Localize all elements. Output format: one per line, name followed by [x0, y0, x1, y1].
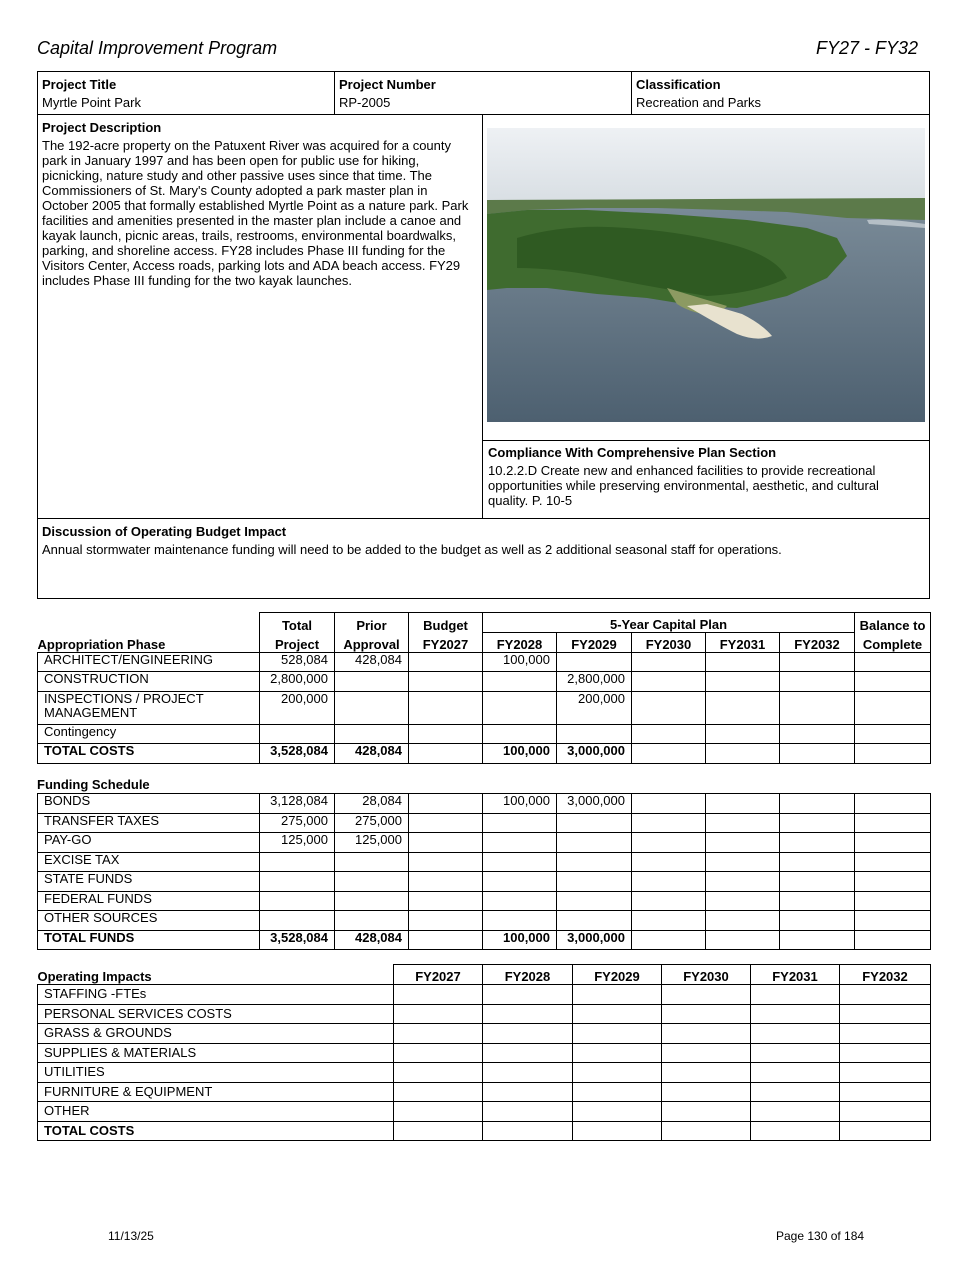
table-row [38, 691, 931, 724]
cell-fy31 [706, 744, 780, 764]
cell-fy30 [632, 930, 706, 950]
cell-fy32 [780, 930, 855, 950]
cell-prior: 28,084 [335, 794, 409, 814]
row-label [38, 911, 260, 931]
row-label [38, 794, 260, 814]
cell-bal [855, 744, 931, 764]
cell-fy27 [409, 930, 483, 950]
cell-total: 3,128,084 [260, 794, 335, 814]
cell-prior [335, 852, 409, 872]
cell-fy2032 [840, 1102, 931, 1122]
cell-fy27 [409, 833, 483, 853]
description-line: October 2005 that formally established Myrtle Point as a nature park. Park [42, 198, 469, 213]
cell-prior [335, 724, 409, 744]
cell-fy2030 [662, 1024, 751, 1044]
cell-fy2030 [662, 1082, 751, 1102]
cell-fy27 [409, 724, 483, 744]
cell-fy2028 [483, 985, 573, 1005]
cell-fy32 [780, 652, 855, 672]
cell-prior: 125,000 [335, 833, 409, 853]
row-label [38, 930, 260, 950]
table-row [38, 911, 931, 931]
row-label [38, 652, 260, 672]
cell-fy2030 [662, 1063, 751, 1083]
table-row [38, 930, 931, 950]
program-title: Capital Improvement Program [37, 38, 278, 58]
classification-label: Classification [636, 77, 721, 92]
row-label [38, 872, 260, 892]
row-label-text: TOTAL COSTS [44, 743, 135, 758]
row-label [38, 813, 260, 833]
cell-fy31 [706, 652, 780, 672]
row-label [38, 672, 260, 692]
cell-fy2032 [840, 1024, 931, 1044]
cell-prior [335, 691, 409, 724]
cell-prior [335, 672, 409, 692]
cell-fy29 [557, 911, 632, 931]
cell-prior: 275,000 [335, 813, 409, 833]
cell-fy2031 [751, 1082, 840, 1102]
row-label [38, 691, 260, 724]
cell-fy2031 [751, 1043, 840, 1063]
balance-header-top: Balance to [855, 613, 931, 633]
row-label-text: FEDERAL FUNDS [44, 891, 152, 906]
oi-fy2030-header: FY2030 [662, 965, 751, 985]
cell-fy30 [632, 691, 706, 724]
oi-fy2032-header: FY2032 [840, 965, 931, 985]
cell-fy2027 [394, 1082, 483, 1102]
cell-fy2032 [840, 1063, 931, 1083]
row-label [38, 852, 260, 872]
description-line: park in January 1997 and has been open for public use for hiking, [42, 153, 420, 168]
description-line: parking, and shoreline access. FY28 includes Phase III funding for the [42, 243, 446, 258]
cell-fy2032 [840, 1082, 931, 1102]
project-title-cell [42, 77, 141, 110]
compliance-line: opportunities while preserving environmental, aesthetic, and cultural [488, 478, 879, 493]
cell-total: 528,084 [260, 652, 335, 672]
classification-value: Recreation and Parks [636, 95, 762, 110]
row-label: GRASS & GROUNDS [38, 1024, 394, 1044]
cell-fy2028 [483, 1082, 573, 1102]
cell-fy2028 [483, 1102, 573, 1122]
table-row [38, 872, 931, 892]
table-row [38, 1121, 931, 1141]
cell-prior: 428,084 [335, 652, 409, 672]
row-label-text: TRANSFER TAXES [44, 813, 160, 828]
cell-total [260, 911, 335, 931]
cell-fy2031 [751, 1004, 840, 1024]
row-label: OTHER [38, 1102, 394, 1122]
fy2031-header: FY2031 [706, 633, 780, 653]
table-row [38, 672, 931, 692]
cell-fy2028 [483, 1121, 573, 1141]
cell-bal [855, 833, 931, 853]
table-row [38, 891, 931, 911]
cell-bal [855, 724, 931, 744]
project-title-value: Myrtle Point Park [42, 95, 141, 110]
table-row [38, 1082, 931, 1102]
cell-fy28 [483, 813, 557, 833]
table-row [38, 852, 931, 872]
prior-approval-header: Approval [335, 633, 409, 653]
row-label [38, 744, 260, 764]
budget-fy2027-header: FY2027 [409, 633, 483, 653]
row-label-text: Contingency [44, 724, 117, 739]
table-row [38, 985, 931, 1005]
cell-fy30 [632, 813, 706, 833]
cell-fy2029 [573, 1043, 662, 1063]
cell-fy32 [780, 911, 855, 931]
cell-fy2030 [662, 1043, 751, 1063]
appropriation-phase-header: Appropriation Phase [37, 636, 166, 652]
description-line: facilities and amenities presented in the master plan include a canoe and [42, 213, 462, 228]
row-label-text: CONSTRUCTION [44, 671, 149, 686]
cell-fy29: 2,800,000 [557, 672, 632, 692]
cell-fy2029 [573, 985, 662, 1005]
cell-fy31 [706, 911, 780, 931]
cell-fy30 [632, 724, 706, 744]
row-label [38, 833, 260, 853]
cell-fy2027 [394, 1102, 483, 1122]
row-label [38, 891, 260, 911]
row-label: TOTAL COSTS [38, 1121, 394, 1141]
cell-fy2029 [573, 1004, 662, 1024]
description-line: Visitors Center, Access roads, parking lots and ADA beach access. FY29 [42, 258, 461, 273]
five-year-plan-header: 5-Year Capital Plan [483, 613, 855, 633]
oi-fy2028-header: FY2028 [483, 965, 573, 985]
fy2030-header: FY2030 [632, 633, 706, 653]
cell-total: 2,800,000 [260, 672, 335, 692]
cell-fy28 [483, 852, 557, 872]
cell-total: 200,000 [260, 691, 335, 724]
cell-fy2030 [662, 1121, 751, 1141]
cell-fy27 [409, 794, 483, 814]
cell-total: 125,000 [260, 833, 335, 853]
cell-fy29 [557, 652, 632, 672]
cell-fy2031 [751, 1121, 840, 1141]
cell-fy29 [557, 833, 632, 853]
cell-fy29 [557, 891, 632, 911]
cell-fy29: 200,000 [557, 691, 632, 724]
cell-fy2027 [394, 1024, 483, 1044]
cell-fy28: 100,000 [483, 930, 557, 950]
cell-fy27 [409, 672, 483, 692]
cell-fy2029 [573, 1082, 662, 1102]
cell-fy32 [780, 891, 855, 911]
cell-total [260, 852, 335, 872]
cell-total: 3,528,084 [260, 744, 335, 764]
cell-fy2029 [573, 1063, 662, 1083]
cell-fy27 [409, 691, 483, 724]
cell-fy2030 [662, 1004, 751, 1024]
cell-fy28 [483, 691, 557, 724]
cell-bal [855, 672, 931, 692]
cell-fy28 [483, 672, 557, 692]
cell-prior: 428,084 [335, 744, 409, 764]
cell-fy28 [483, 872, 557, 892]
table-row [38, 1004, 931, 1024]
cell-fy29 [557, 872, 632, 892]
row-label-text: OTHER SOURCES [44, 910, 158, 925]
operating-budget-label: Discussion of Operating Budget Impact [42, 524, 287, 539]
row-label-text: EXCISE TAX [44, 852, 120, 867]
table-row [38, 813, 931, 833]
cell-fy2030 [662, 1102, 751, 1122]
cell-fy31 [706, 872, 780, 892]
total-project-header: Project [260, 633, 335, 653]
cell-fy29: 3,000,000 [557, 794, 632, 814]
row-label-text: TOTAL FUNDS [44, 930, 135, 945]
cell-fy2032 [840, 1004, 931, 1024]
row-label-text: STATE FUNDS [44, 871, 133, 886]
oi-fy2031-header: FY2031 [751, 965, 840, 985]
table-row [38, 833, 931, 853]
operating-impacts-label: Operating Impacts [38, 965, 394, 985]
cell-fy28 [483, 911, 557, 931]
table-row [38, 1102, 931, 1122]
fy2028-header: FY2028 [483, 633, 557, 653]
cell-bal [855, 691, 931, 724]
prior-approval-header-top: Prior [335, 613, 409, 633]
footer-page-number: Page 130 of 184 [776, 1229, 865, 1243]
cell-fy2028 [483, 1063, 573, 1083]
compliance-label: Compliance With Comprehensive Plan Section [488, 445, 777, 460]
description-line: Commissioners of St. Mary's County adopted a park master plan in [42, 183, 428, 198]
operating-budget-text: Annual stormwater maintenance funding will need to be added to the budget as well as 2 additional seasonal staff for operations. [42, 542, 782, 557]
cell-fy28: 100,000 [483, 652, 557, 672]
description-line: kayak launch, picnic areas, trails, restrooms, environmental boardwalks, [42, 228, 457, 243]
cell-fy30 [632, 911, 706, 931]
cell-fy2031 [751, 1063, 840, 1083]
balance-header: Complete [855, 633, 931, 653]
cell-prior: 428,084 [335, 930, 409, 950]
cell-fy27 [409, 911, 483, 931]
cell-fy29: 3,000,000 [557, 744, 632, 764]
table-row [38, 1024, 931, 1044]
cell-fy2031 [751, 985, 840, 1005]
cell-fy2027 [394, 1043, 483, 1063]
cell-total [260, 872, 335, 892]
cell-fy32 [780, 813, 855, 833]
cell-bal [855, 652, 931, 672]
cell-bal [855, 911, 931, 931]
cell-prior [335, 891, 409, 911]
cell-fy2027 [394, 985, 483, 1005]
cell-fy31 [706, 724, 780, 744]
operating-impacts-table [37, 964, 931, 1141]
cell-fy29: 3,000,000 [557, 930, 632, 950]
cell-fy28: 100,000 [483, 794, 557, 814]
cell-fy31 [706, 813, 780, 833]
cell-fy30 [632, 794, 706, 814]
cell-fy29 [557, 724, 632, 744]
fiscal-range: FY27 - FY32 [815, 38, 918, 58]
cell-fy2027 [394, 1121, 483, 1141]
operating-budget-discussion [42, 524, 922, 557]
compliance-section [488, 445, 924, 508]
project-title-label: Project Title [42, 77, 117, 92]
description-line: includes Phase III funding for the two kayak launches. [42, 273, 353, 288]
table-row [38, 1043, 931, 1063]
fy2029-header: FY2029 [557, 633, 632, 653]
cell-fy30 [632, 744, 706, 764]
cell-bal [855, 891, 931, 911]
cell-fy27 [409, 852, 483, 872]
budget-header-top: Budget [409, 613, 483, 633]
cell-fy30 [632, 852, 706, 872]
cell-bal [855, 794, 931, 814]
cell-fy2031 [751, 1102, 840, 1122]
compliance-line: 10.2.2.D Create new and enhanced facilities to provide recreational [488, 463, 876, 478]
cell-bal [855, 852, 931, 872]
cell-fy2028 [483, 1024, 573, 1044]
description-line: picnicking, nature study and other passive uses since that time. The [42, 168, 432, 183]
cell-total: 3,528,084 [260, 930, 335, 950]
cell-fy30 [632, 672, 706, 692]
funding-table [37, 793, 931, 950]
cell-total [260, 891, 335, 911]
cell-fy32 [780, 852, 855, 872]
cell-bal [855, 930, 931, 950]
project-description [42, 120, 482, 288]
cell-fy32 [780, 691, 855, 724]
project-number-label: Project Number [339, 77, 436, 92]
oi-fy2027-header: FY2027 [394, 965, 483, 985]
oi-fy2029-header: FY2029 [573, 965, 662, 985]
cell-fy2030 [662, 985, 751, 1005]
cell-fy30 [632, 872, 706, 892]
row-label: PERSONAL SERVICES COSTS [38, 1004, 394, 1024]
cell-fy31 [706, 833, 780, 853]
compliance-line: quality. P. 10-5 [488, 493, 573, 508]
row-label-text: BONDS [44, 793, 91, 808]
cell-fy27 [409, 652, 483, 672]
table-row [38, 794, 931, 814]
funding-schedule-label: Funding Schedule [37, 777, 150, 792]
cell-fy30 [632, 652, 706, 672]
cell-fy28: 100,000 [483, 744, 557, 764]
cell-fy2029 [573, 1102, 662, 1122]
project-number-cell [339, 77, 436, 110]
fy2032-header: FY2032 [780, 633, 855, 653]
cell-fy32 [780, 872, 855, 892]
cell-prior [335, 911, 409, 931]
cell-prior [335, 872, 409, 892]
cell-total: 275,000 [260, 813, 335, 833]
cell-fy32 [780, 724, 855, 744]
cell-fy29 [557, 852, 632, 872]
row-label-text: PAY-GO [44, 832, 92, 847]
cell-fy32 [780, 794, 855, 814]
project-number-value: RP-2005 [339, 95, 391, 110]
cell-fy31 [706, 891, 780, 911]
cell-fy32 [780, 672, 855, 692]
cell-fy32 [780, 744, 855, 764]
cell-fy29 [557, 813, 632, 833]
cell-fy27 [409, 891, 483, 911]
cell-fy28 [483, 833, 557, 853]
classification-cell [636, 77, 761, 110]
project-description-text [42, 138, 482, 288]
cell-fy31 [706, 691, 780, 724]
cell-fy27 [409, 744, 483, 764]
cell-fy2032 [840, 985, 931, 1005]
cell-fy2029 [573, 1024, 662, 1044]
cell-fy2028 [483, 1043, 573, 1063]
cell-fy2029 [573, 1121, 662, 1141]
cell-fy28 [483, 724, 557, 744]
aerial-park-photo [487, 128, 925, 422]
cell-bal [855, 813, 931, 833]
cell-fy32 [780, 833, 855, 853]
cell-fy2032 [840, 1043, 931, 1063]
cell-fy2028 [483, 1004, 573, 1024]
project-description-label: Project Description [42, 120, 162, 135]
description-line: The 192-acre property on the Patuxent River was acquired for a county [42, 138, 451, 153]
cell-fy30 [632, 833, 706, 853]
row-label-text: MANAGEMENT [44, 704, 138, 720]
cell-fy31 [706, 794, 780, 814]
cell-fy31 [706, 930, 780, 950]
cell-bal [855, 872, 931, 892]
row-label: STAFFING -FTEs [38, 985, 394, 1005]
row-label: UTILITIES [38, 1063, 394, 1083]
table-row [38, 652, 931, 672]
row-label-text: ARCHITECT/ENGINEERING [44, 652, 214, 667]
compliance-text [488, 463, 924, 508]
cell-fy27 [409, 872, 483, 892]
appropriation-table [37, 612, 931, 764]
row-label: FURNITURE & EQUIPMENT [38, 1082, 394, 1102]
row-label [38, 724, 260, 744]
cell-fy30 [632, 891, 706, 911]
total-project-header-top: Total [260, 613, 335, 633]
cell-fy27 [409, 813, 483, 833]
row-label-text: INSPECTIONS / PROJECT [44, 691, 204, 706]
cell-fy2027 [394, 1063, 483, 1083]
cell-fy2032 [840, 1121, 931, 1141]
cell-fy2031 [751, 1024, 840, 1044]
table-row [38, 724, 931, 744]
cell-fy28 [483, 891, 557, 911]
cell-total [260, 724, 335, 744]
cell-fy2027 [394, 1004, 483, 1024]
footer-date: 11/13/25 [108, 1229, 154, 1243]
table-row [38, 744, 931, 764]
table-row [38, 1063, 931, 1083]
cell-fy31 [706, 852, 780, 872]
row-label: SUPPLIES & MATERIALS [38, 1043, 394, 1063]
cell-fy31 [706, 672, 780, 692]
